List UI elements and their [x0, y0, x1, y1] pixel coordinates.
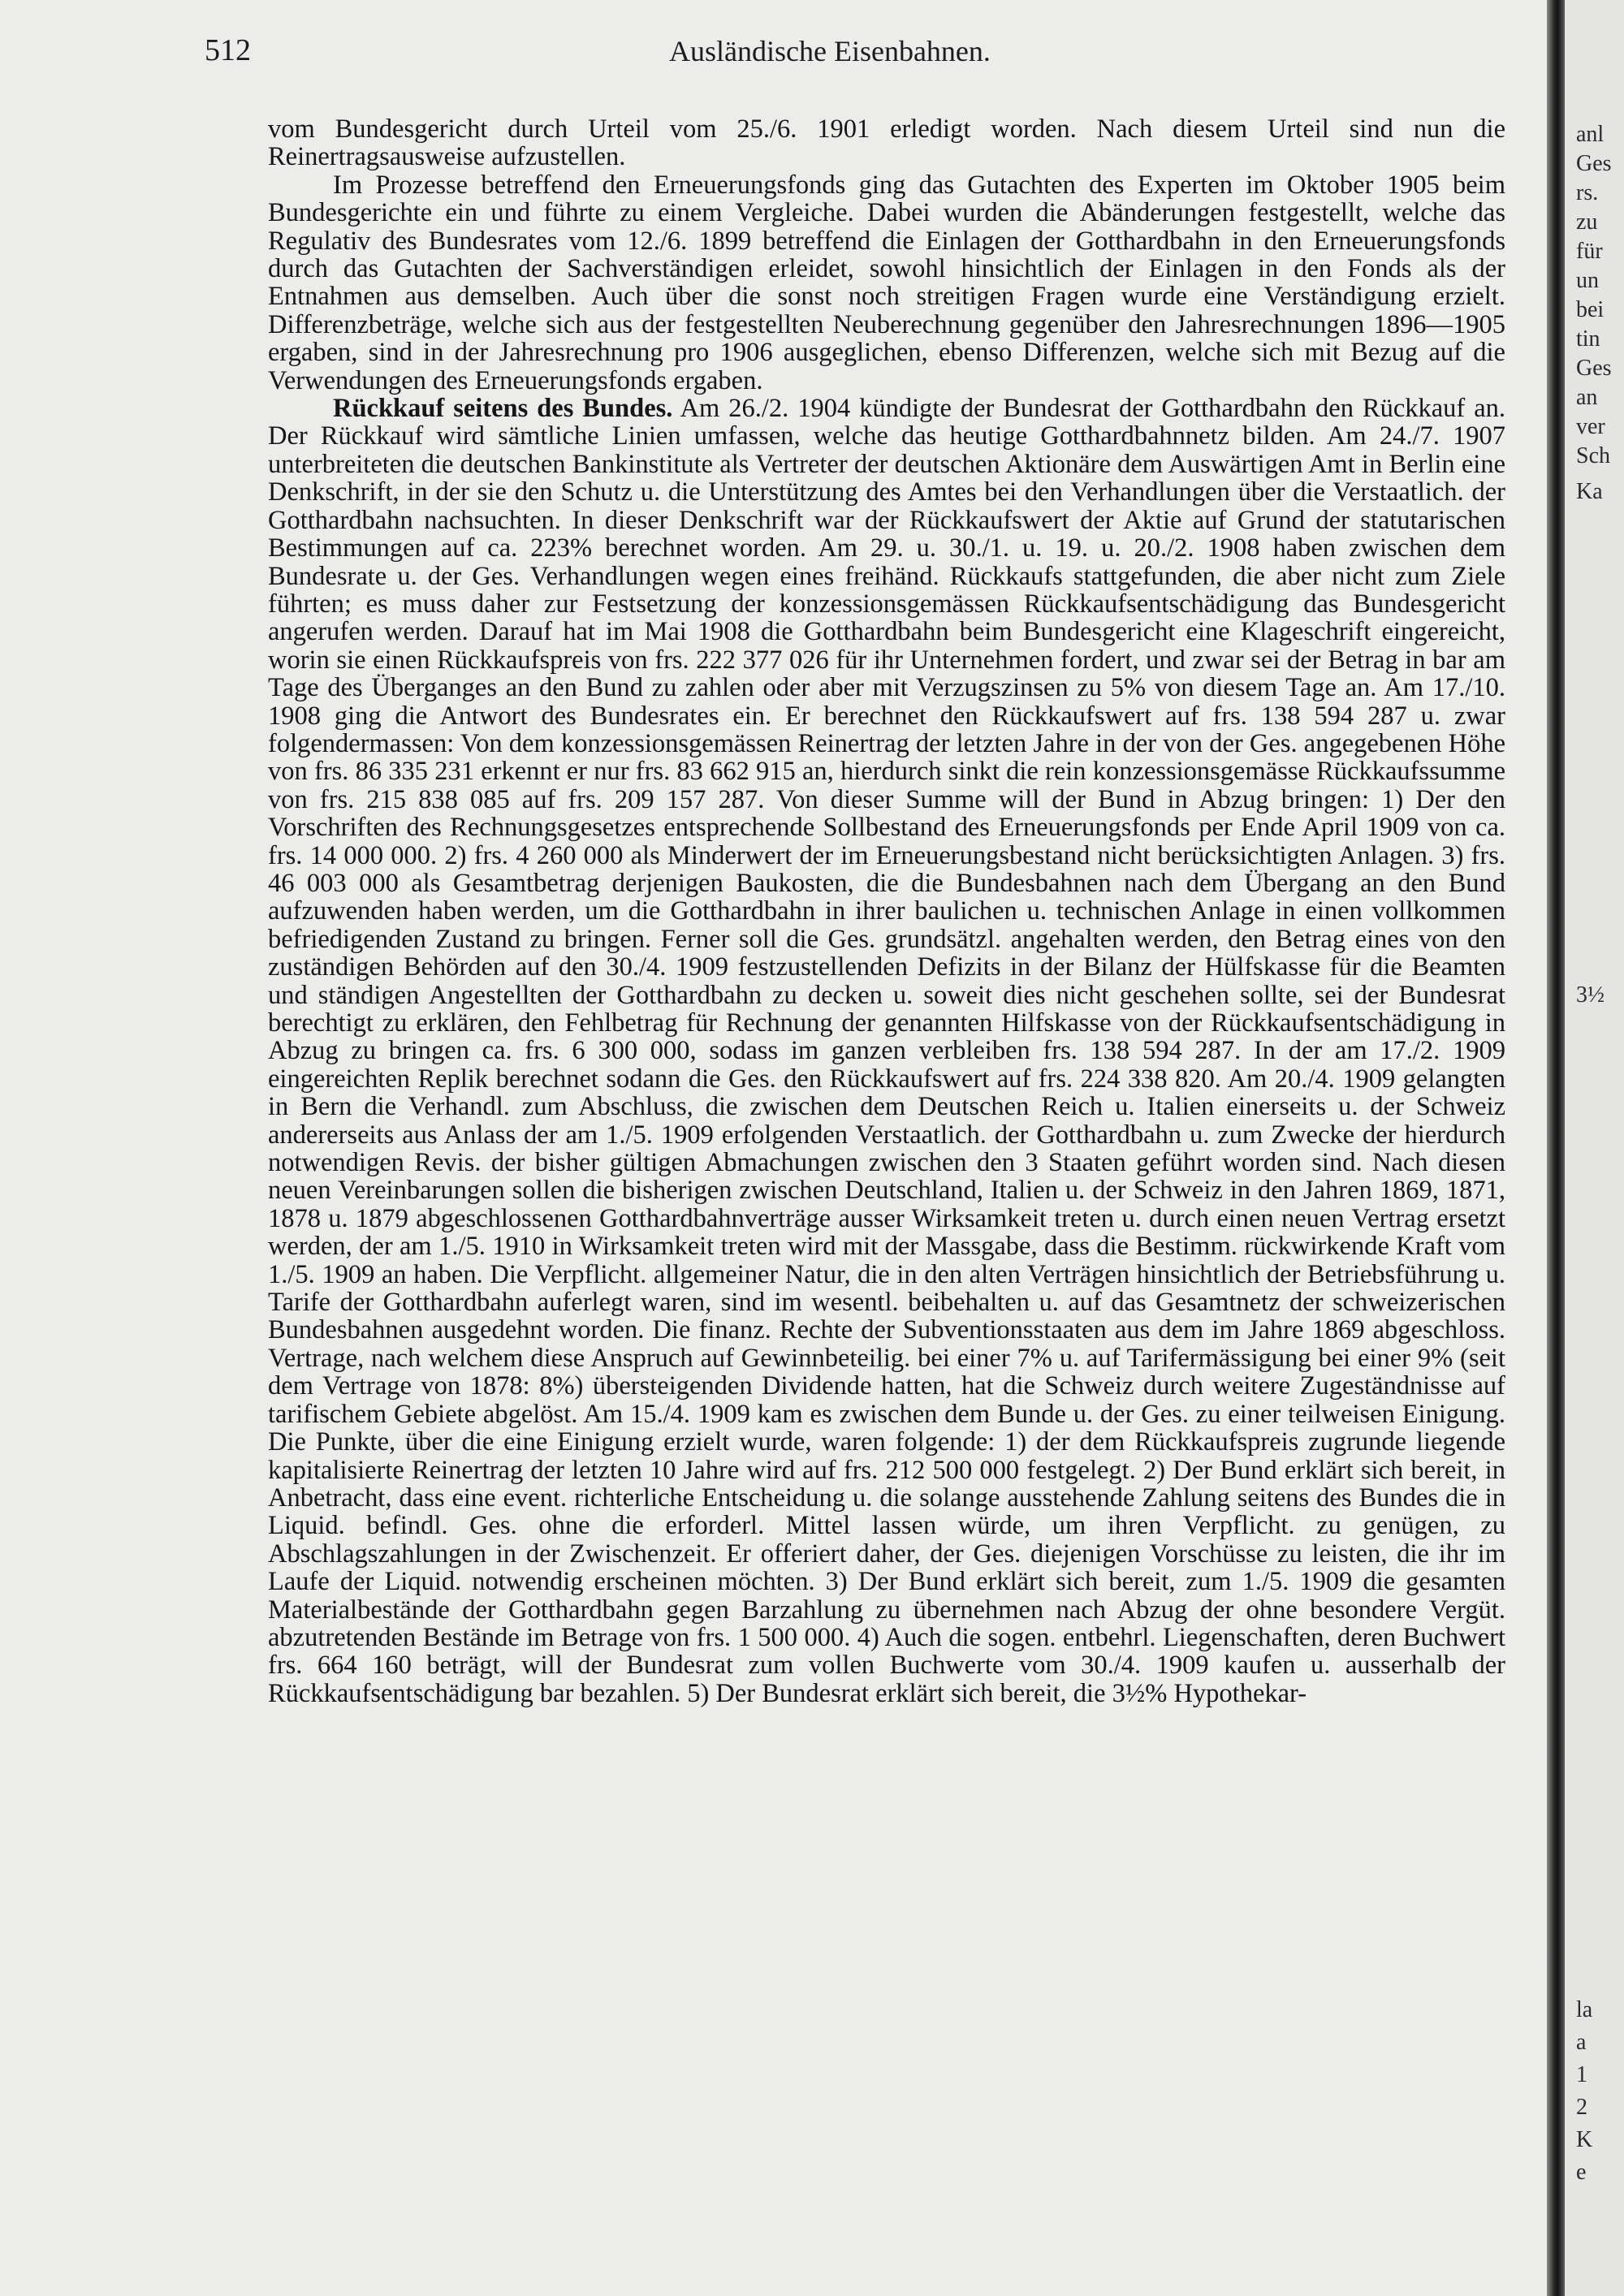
adjacent-page-fragment: un	[1576, 268, 1599, 293]
adjacent-page-fragment: a	[1576, 2030, 1587, 2055]
adjacent-page-fragment: ver	[1576, 414, 1605, 439]
adjacent-page-fragment: 2	[1576, 2095, 1587, 2120]
adjacent-page-fragment: Ka	[1576, 479, 1603, 504]
paragraph-3	[268, 395, 1505, 1707]
body-text	[268, 115, 1505, 1707]
paragraph-text: Im Prozesse betreffend den Erneuerungsfonds ging das Gutachten des Experten im Oktober 1905 beim Bundesgerichte ein und führte zu einem Vergleiche. Dabei wurden die Abänderungen festgestellt, welche das Regulativ des Bundesrates vom 12./6. 1899 betreffend die Einlagen der Gotthardbahn in den Erneuerungsfonds durch das Gutachten der Sachverständigen erleidet, sowohl hinsichtlich der Einlagen in den Fonds als der Entnahmen aus demselben. Auch über die sonst noch streitigen Fragen wurde eine Verständigung erzielt. Differenzbeträge, welche sich aus der festgestellten Neuberechnung gegenüber den Jahresrechnungen 1896—1905 ergaben, sind in der Jahresrechnung pro 1906 ausgeglichen, ebenso Differenzen, welche sich mit Bezug auf die Verwendungen des Erneuerungsfonds ergaben.	[268, 170, 1505, 395]
adjacent-page-fragment: e	[1576, 2160, 1587, 2185]
adjacent-page-fragment: K	[1576, 2127, 1593, 2152]
paragraph-text: vom Bundesgericht durch Urteil vom 25./6. 1901 erledigt worden. Nach diesem Urteil sind nun die Reinertragsausweise aufzustellen.	[268, 114, 1505, 172]
running-title: Ausländische Eisenbahnen.	[669, 35, 991, 67]
paragraph-text: Am 26./2. 1904 kündigte der Bundesrat der Gotthardbahn den Rückkauf an. Der Rückkauf wird sämtliche Linien umfassen, welche das heutige Gotthardbahnnetz bilden. Am 24./7. 1907 unterbreiteten die deutschen Bankinstitute als Vertreter der deutschen Aktionäre dem Auswärtigen Amt in Berlin eine Denkschrift, in der sie den Schutz u. die Unterstützung des Amtes bei den Verhandlungen über die Verstaatlich. der Gotthardbahn nachsuchten. In dieser Denkschrift war der Rückkaufswert der Aktie auf Grund der statutarischen Bestimmungen auf ca. 223% berechnet worden. Am 29. u. 30./1. u. 19. u. 20./2. 1908 haben zwischen dem Bundesrate u. der Ges. Verhandlungen wegen eines freihänd. Rückkaufs stattgefunden, die aber nicht zum Ziele führten; es muss daher zur Festsetzung der konzessionsgemässen Rückkaufsentschädigung das Bundesgericht angerufen werden. Darauf hat im Mai 1908 die Gotthardbahn beim Bundesgericht eine Klageschrift eingereicht, worin sie einen Rückkaufspreis von frs. 222 377 026 für ihr Unternehmen fordert, und zwar sei der Betrag in bar am Tage des Überganges an den Bund zu zahlen oder aber mit Verzugszinsen zu 5% von diesem Tage an. Am 17./10. 1908 ging die Antwort des Bundesrates ein. Er berechnet den Rückkaufswert auf frs. 138 594 287 u. zwar folgendermassen: Von dem konzessionsgemässen Reinertrag der letzten Jahre in der von der Ges. angegebenen Höhe von frs. 86 335 231 erkennt er nur frs. 83 662 915 an, hierdurch sinkt die rein konzessionsgemässe Rückkaufssumme von frs. 215 838 085 auf frs. 209 157 287. Von dieser Summe will der Bund in Abzug bringen: 1) Der den Vorschriften des Rechnungsgesetzes entsprechende Sollbestand des Erneuerungsfonds per Ende April 1909 von ca. frs. 14 000 000. 2) frs. 4 260 000 als Minderwert der im Erneuerungsbestand nicht berücksichtigten Anlagen. 3) frs. 46 003 000 als Gesamtbetrag derjenigen Baukosten, die die Bundesbahnen nach dem Übergang an den Bund aufzuwenden haben werden, um die Gotthardbahn in ihrer baulichen u. technischen Anlage in einen vollkommen befriedigenden Zustand zu bringen. Ferner soll die Ges. grundsätzl. angehalten werden, den Betrag eines von den zuständigen Behörden auf den 30./4. 1909 festzustellenden Defizits in der Bilanz der Hülfskasse für die Beamten und ständigen Angestellten der Gotthardbahn zu decken u. soweit dies nicht geschehen sollte, sei der Bundesrat berechtigt zu erklären, den Fehlbetrag für Rechnung der genannten Hilfskasse von der Rückkaufsentschädigung in Abzug zu bringen ca. frs. 6 300 000, sodass im ganzen verbleiben frs. 138 594 287. In der am 17./2. 1909 eingereichten Replik berechnet sodann die Ges. den Rückkaufswert auf frs. 224 338 820. Am 20./4. 1909 gelangten in Bern die Verhandl. zum Abschluss, die zwischen dem Deutschen Reich u. Italien einerseits u. der Schweiz andererseits aus Anlass der am 1./5. 1909 erfolgenden Verstaatlich. der Gotthardbahn u. zum Zwecke der hierdurch notwendigen Revis. der bisher gültigen Abmachungen zwischen den 3 Staaten geführt worden sind. Nach diesen neuen Vereinbarungen sollen die bisherigen zwischen Deutschland, Italien u. der Schweiz in den Jahren 1869, 1871, 1878 u. 1879 abgeschlossenen Gotthardbahnverträge ausser Wirksamkeit treten u. durch einen neuen Vertrag ersetzt werden, der am 1./5. 1910 in Wirksamkeit treten wird mit der Massgabe, dass die Bestimm. rückwirkende Kraft vom 1./5. 1909 an haben. Die Verpflicht. allgemeiner Natur, die in den alten Verträgen hinsichtlich der Betriebsführung u. Tarife der Gotthardbahn auferlegt waren, sind im wesentl. beibehalten u. auf das Gesamtnetz der schweizerischen Bundesbahnen ausgedehnt worden. Die finanz. Rechte der Subventionsstaaten aus dem im Jahre 1869 abgeschloss. Vertrage, nach welchem diese Anspruch auf Gewinnbeteilig. bei einer 7% u. auf Tarifermässigung bei einer 9% (seit dem Vertrage von 1878: 8%) übersteigenden Dividende hatten, hat die Schweiz durch weitere Zugeständnisse auf tarifischem Gebiete abgelöst. Am 15./4. 1909 kam es zwischen dem Bunde u. der Ges. zu einer teilweisen Einigung. Die Punkte, über die eine Einigung erzielt wurde, waren folgende: 1) der dem Rückkaufspreis zugrunde liegende kapitalisierte Reinertrag der letzten 10 Jahre wird auf frs. 212 500 000 festgelegt. 2) Der Bund erklärt sich bereit, in Anbetracht, dass eine event. richterliche Entscheidung u. die solange ausstehende Zahlung seitens des Bundes die in Liquid. befindl. Ges. ohne die erforderl. Mittel lassen würde, um ihren Verpflicht. zu genügen, zu Abschlagszahlungen in der Zwischenzeit. Er offeriert daher, der Ges. diejenigen Vorschüsse zu leisten, die ihr im Laufe der Liquid. notwendig erscheinen möchten. 3) Der Bund erklärt sich bereit, zum 1./5. 1909 die gesamten Materialbestände der Gotthardbahn gegen Barzahlung zu übernehmen nach Abzug der ohne besondere Vergüt. abzutretenden Bestände im Betrage von frs. 1 500 000. 4) Auch die sogen. entbehrl. Liegenschaften, deren Buchwert frs. 664 160 beträgt, will der Bundesrat zum vollen Buchwerte vom 30./4. 1909 kaufen u. ausserhalb der Rückkaufsentschädigung bar bezahlen. 5) Der Bundesrat erklärt sich bereit, die 3½% Hypothekar-	[268, 394, 1505, 1708]
adjacent-page-fragment: zu	[1576, 209, 1598, 235]
adjacent-page-fragment: 1	[1576, 2062, 1587, 2087]
adjacent-page-fragment: für	[1576, 239, 1603, 264]
adjacent-page-fragment: rs.	[1576, 180, 1599, 205]
paragraph-1	[268, 115, 1505, 171]
adjacent-page-fragment: tin	[1576, 326, 1600, 352]
adjacent-page-fragment: Ges	[1576, 151, 1612, 176]
adjacent-page-edge	[1565, 0, 1624, 2296]
adjacent-page-fragment: bei	[1576, 297, 1605, 322]
adjacent-page-fragment: Ges	[1576, 356, 1612, 381]
adjacent-page-fragment: la	[1576, 1997, 1593, 2022]
book-gutter	[1547, 0, 1565, 2296]
section-heading: Rückkauf seitens des Bundes.	[333, 394, 673, 424]
adjacent-page-fragment: an	[1576, 385, 1598, 410]
adjacent-page-fragment: anl	[1576, 122, 1605, 147]
page-header	[205, 32, 1504, 68]
page-number: 512	[205, 33, 251, 67]
adjacent-page-fragment: Sch	[1576, 443, 1610, 468]
paragraph-2	[268, 171, 1505, 395]
adjacent-page-fragment: 3½	[1576, 982, 1605, 1008]
